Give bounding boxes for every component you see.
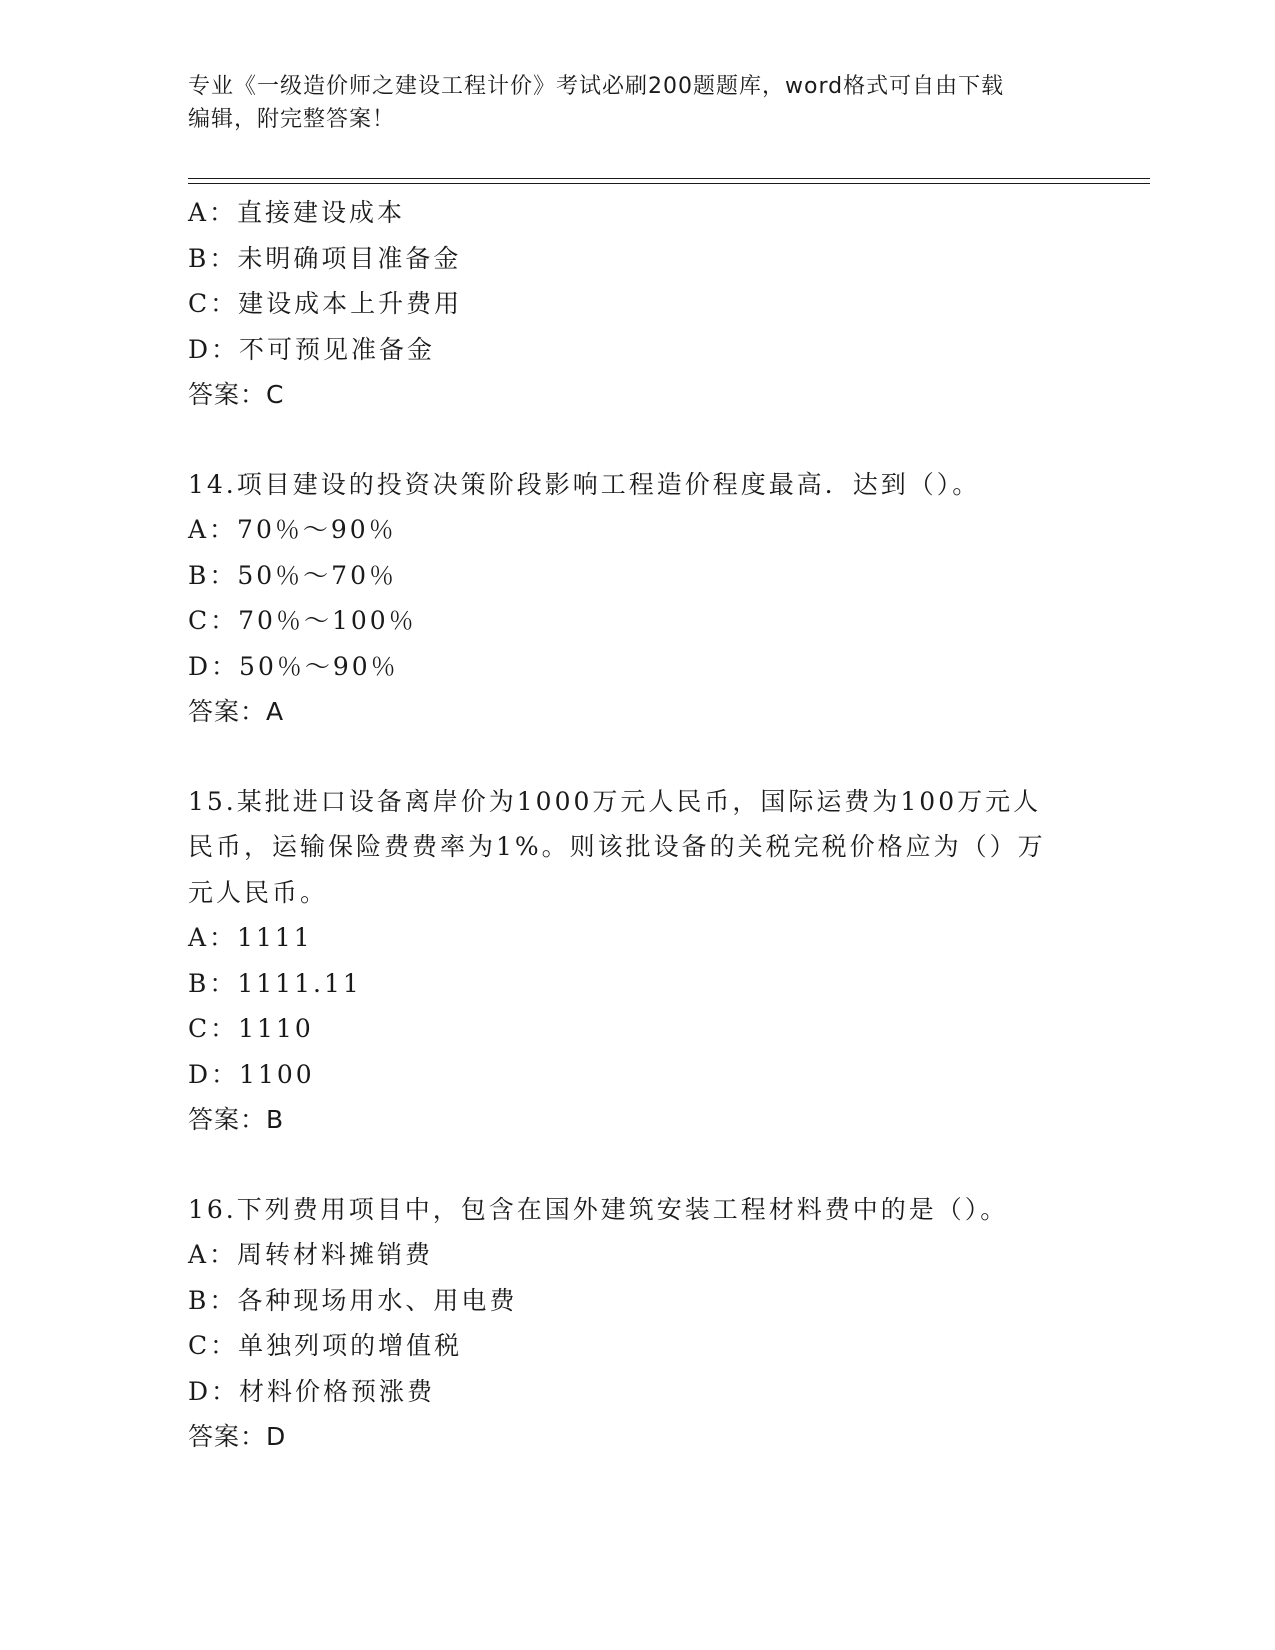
question-text: 16.下列费用项目中，包含在国外建筑安装工程材料费中的是（）。: [188, 1194, 1009, 1224]
question-block-14: [188, 462, 1088, 735]
answer-label: 答案：D: [188, 1422, 287, 1451]
option-b: B：未明确项目准备金: [188, 243, 462, 273]
question-text: 14.项目建设的投资决策阶段影响工程造价程度最高．达到（）。: [188, 469, 981, 499]
question-block-15: [188, 779, 1088, 1143]
header-line-1: 专业《一级造价师之建设工程计价》考试必刷200题题库，word格式可自由下载: [188, 74, 1005, 99]
answer-label: 答案：A: [188, 697, 285, 726]
option-b: B：各种现场用水、用电费: [188, 1285, 518, 1315]
question-text-line-1: 15.某批进口设备离岸价为1000万元人民币，国际运费为100万元人: [188, 786, 1042, 816]
option-d: D：1100: [188, 1059, 315, 1089]
header-divider-top: [188, 178, 1150, 179]
question-block-16: [188, 1187, 1088, 1460]
option-c: C：单独列项的增值税: [188, 1331, 463, 1360]
option-c: C：1110: [188, 1014, 314, 1043]
header-line-2: 编辑，附完整答案！: [188, 107, 396, 132]
option-d: D：不可预见准备金: [188, 334, 436, 364]
option-a: A：1111: [188, 923, 313, 952]
option-b: B：50％～70％: [188, 560, 397, 590]
question-text-line-3: 元人民币。: [188, 877, 329, 907]
answer-label: 答案：C: [188, 380, 285, 409]
option-a: A：周转材料摊销费: [188, 1240, 434, 1269]
question-text-line-2: 民币，运输保险费费率为1%。则该批设备的关税完税价格应为（）万: [188, 832, 1046, 861]
option-b: B：1111.11: [188, 968, 362, 998]
option-c: C：70％～100％: [188, 606, 417, 635]
question-list: [188, 190, 1088, 1460]
option-c: C：建设成本上升费用: [188, 289, 463, 318]
document-header: [188, 70, 1088, 136]
question-block-13: [188, 190, 1088, 418]
option-d: D：50％～90％: [188, 651, 399, 681]
answer-label: 答案：B: [188, 1105, 285, 1134]
header-divider-bottom: [188, 183, 1150, 184]
option-d: D：材料价格预涨费: [188, 1376, 436, 1406]
option-a: A：直接建设成本: [188, 198, 406, 227]
option-a: A：70％～90％: [188, 515, 397, 544]
